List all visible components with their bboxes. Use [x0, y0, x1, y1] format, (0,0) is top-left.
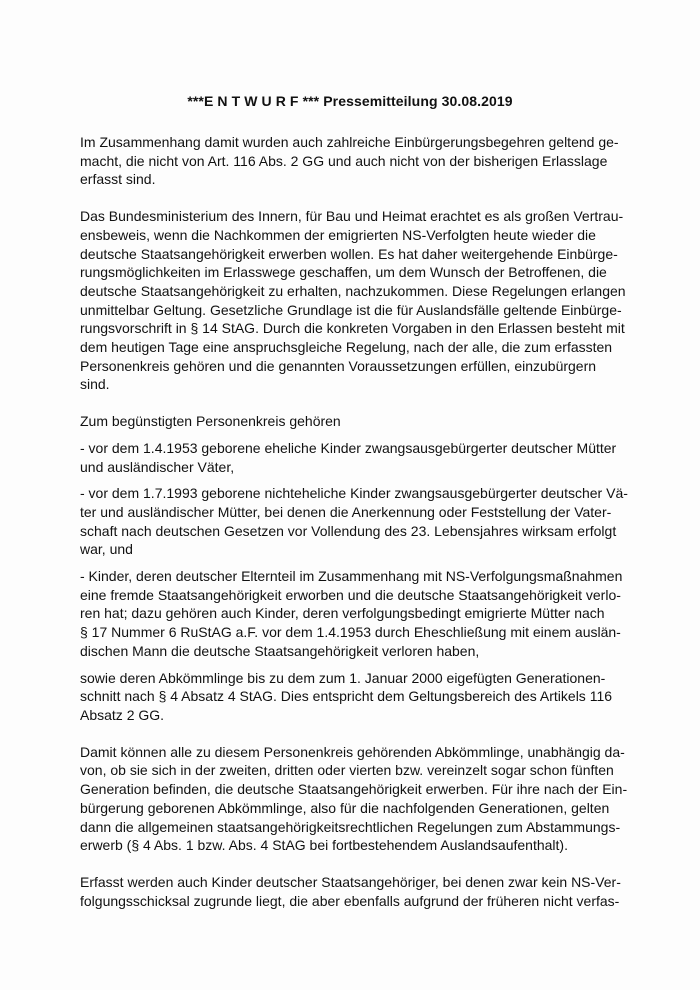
text-line: und ausländischer Väter,: [80, 458, 235, 475]
list-item: [80, 439, 620, 476]
text-line: schnitt nach § 4 Absatz 4 StAG. Dies entspricht dem Geltungsbereich des Artikels 116: [80, 688, 613, 705]
text-line: sowie deren Abkömmlinge bis zu dem zum 1. Januar 2000 eigefügten Generationen-: [80, 669, 606, 686]
text-line: ter und ausländischer Mütter, bei denen die Anerkennung oder Feststellung der Vater-: [80, 503, 612, 520]
text-line: rungsmöglichkeiten im Erlasswege geschaffen, um dem Wunsch der Betroffenen, die: [80, 264, 607, 281]
text-line: folgungsschicksal zugrunde liegt, die aber ebenfalls aufgrund der früheren nicht verfas-: [80, 892, 620, 909]
text-line: erfasst sind.: [80, 171, 156, 188]
text-line: schaft nach deutschen Gesetzen vor Vollendung des 23. Lebensjahres wirksam erfolgt: [80, 522, 617, 539]
text-line: dann die allgemeinen staatsangehörigkeitsrechtlichen Regelungen zum Abstammungs-: [80, 818, 621, 835]
paragraph: [80, 412, 620, 431]
text-line: - vor dem 1.7.1993 geborene nichteheliche Kinder zwangsausgebürgerter deutscher Vä-: [80, 485, 628, 502]
text-line: ensbeweis, wenn die Nachkommen der emigrierten NS-Verfolgten heute wieder die: [80, 226, 596, 243]
text-line: Das Bundesministerium des Innern, für Bau und Heimat erachtet es als großen Vertrau-: [80, 208, 624, 225]
text-line: Erfasst werden auch Kinder deutscher Staatsangehöriger, bei denen zwar kein NS-Ver-: [80, 873, 621, 890]
text-line: Im Zusammenhang damit wurden auch zahlreiche Einbürgerungsbegehren geltend ge-: [80, 134, 619, 150]
paragraph: [80, 207, 626, 394]
text-line: von, ob sie sich in der zweiten, dritten oder vierten bzw. vereinzelt sogar schon fünften: [80, 762, 614, 779]
text-line: ren hat; dazu gehören auch Kinder, deren verfolgungsbedingt emigrierte Mütter nach: [80, 605, 605, 622]
paragraph: [80, 133, 620, 189]
text-line: Generation befinden, die deutsche Staatsangehörigkeit erwerben. Für ihre nach der Ein-: [80, 781, 628, 798]
text-line: deutsche Staatsangehörigkeit zu erhalten, nachzukommen. Diese Regelungen erlangen: [80, 282, 626, 299]
list-item: [80, 484, 628, 559]
text-line: rungsvorschrift in § 14 StAG. Durch die konkreten Vorgaben in den Erlassen besteht mit: [80, 320, 625, 337]
text-line: § 17 Nummer 6 RuStAG a.F. vor dem 1.4.1953 durch Eheschließung mit einem auslän-: [80, 624, 621, 641]
text-line: eine fremde Staatsangehörigkeit erworben und die deutsche Staatsangehörigkeit verlo-: [80, 586, 621, 603]
text-line: sind.: [80, 376, 110, 393]
paragraph: [80, 669, 620, 725]
text-line: dischen Mann die deutsche Staatsangehörigkeit verloren haben,: [80, 642, 480, 659]
document-body: [80, 133, 628, 910]
text-line: bürgerung geborenen Abkömmlinge, also für die nachfolgenden Generationen, gelten: [80, 799, 610, 816]
text-line: - vor dem 1.4.1953 geborene eheliche Kinder zwangsausgebürgerter deutscher Mütter: [80, 439, 617, 456]
text-line: war, und: [80, 541, 133, 558]
press-release-title: ***E N T W U R F *** Pressemitteilung 30.08.2019: [187, 93, 513, 109]
list-item: [80, 567, 623, 661]
text-line: macht, die nicht von Art. 116 Abs. 2 GG und auch nicht von der bisherigen Erlasslage: [80, 152, 608, 169]
text-line: erwerb (§ 4 Abs. 1 bzw. Abs. 4 StAG bei fortbestehendem Auslandsaufenthalt).: [80, 837, 568, 854]
text-line: Absatz 2 GG.: [80, 706, 165, 723]
text-line: Damit können alle zu diesem Personenkreis gehörenden Abkömmlinge, unabhängig da-: [80, 743, 625, 760]
paragraph: [80, 743, 628, 855]
text-line: dem heutigen Tage eine anspruchsgleiche Regelung, nach der alle, die zum erfassten: [80, 339, 613, 356]
text-line: Zum begünstigten Personenkreis gehören: [80, 413, 341, 430]
text-line: deutsche Staatsangehörigkeit erwerben wollen. Es hat daher weitergehende Einbürge-: [80, 245, 618, 262]
text-line: - Kinder, deren deutscher Elternteil im Zusammenhang mit NS-Verfolgungsmaßnahmen: [80, 568, 623, 585]
text-line: Personenkreis gehören und die genannten Voraussetzungen erfüllen, einzubürgern: [80, 357, 597, 374]
text-line: unmittelbar Geltung. Gesetzliche Grundlage ist die für Auslandsfälle geltende Einbürge-: [80, 301, 622, 318]
paragraph: [80, 873, 620, 910]
